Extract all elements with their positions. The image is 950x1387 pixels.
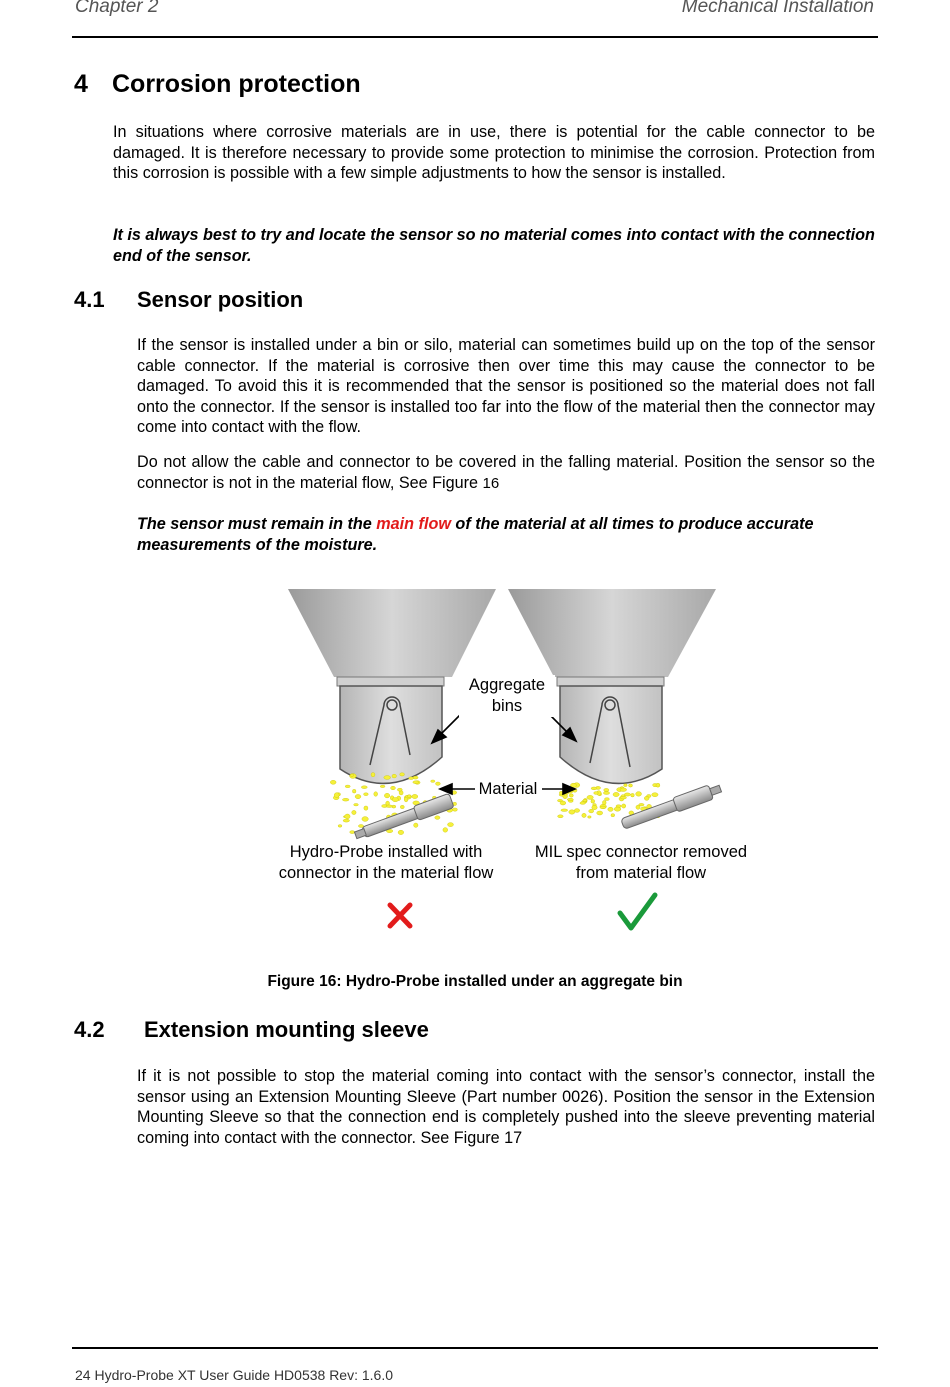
bin-illustration <box>260 585 760 940</box>
section-4-paragraph: In situations where corrosive materials are in use, there is potential for the cable connector to be damaged. It is therefore necessary to provide some protection to minimise the corrosion. Protection from this corrosion is possible with a few simple adjustments to how the sensor is installed. <box>113 123 875 182</box>
material-particle <box>591 799 595 803</box>
material-particle <box>624 784 628 787</box>
material-particle <box>605 798 610 801</box>
material-particle <box>392 774 396 778</box>
material-particle <box>345 814 350 819</box>
material-particle <box>374 792 378 797</box>
note-highlight: main flow <box>376 515 451 533</box>
material-particle <box>582 813 586 817</box>
material-particle <box>352 810 356 814</box>
material-particle <box>358 825 363 828</box>
section-4-1-note <box>137 514 875 555</box>
material-particle <box>350 774 354 776</box>
material-particle <box>352 789 356 793</box>
material-particle <box>355 795 361 799</box>
material-particle <box>392 798 398 802</box>
section-4-note: It is always best to try and locate the sensor so no material comes into contact with the connection end of the sensor. <box>113 226 875 265</box>
material-particle <box>407 795 411 798</box>
material-particle <box>404 797 408 802</box>
material-particle <box>330 780 336 784</box>
section-4-2-number: 4.2 <box>74 1017 105 1042</box>
material-particle <box>603 792 609 795</box>
figure-reference[interactable]: 16 <box>482 474 500 492</box>
material-particle <box>604 788 609 791</box>
material-label: Material <box>478 780 538 798</box>
material-particle <box>391 786 396 790</box>
material-particle <box>644 796 649 800</box>
material-particle <box>631 793 635 797</box>
cross-icon <box>390 905 410 926</box>
material-particle <box>580 802 586 805</box>
material-particle <box>397 788 402 791</box>
material-particle <box>448 823 454 827</box>
material-particle <box>583 799 587 802</box>
section-4-2-title: Extension mounting sleeve <box>144 1017 429 1042</box>
material-particle <box>384 793 389 798</box>
material-particle <box>588 816 592 818</box>
left-probe-label: Hydro-Probe installed with connector in the material flow <box>278 843 494 882</box>
header-divider <box>72 36 878 38</box>
material-particle <box>608 807 613 811</box>
material-particle <box>597 811 603 815</box>
material-particle <box>622 804 626 808</box>
material-particle <box>624 793 630 796</box>
section-4-heading <box>74 70 361 99</box>
material-particle <box>361 786 367 789</box>
material-particle <box>603 801 607 805</box>
material-particle <box>414 823 418 827</box>
material-particle <box>600 806 606 809</box>
material-particle <box>567 798 573 801</box>
material-particle <box>614 807 621 811</box>
material-particle <box>636 805 640 809</box>
figure-caption: Figure 16: Hydro-Probe installed under an aggregate bin <box>267 973 683 990</box>
material-particle <box>561 809 568 812</box>
note-before: The sensor must remain in the <box>137 515 377 533</box>
figure-16 <box>260 585 760 940</box>
material-particle <box>587 795 593 799</box>
material-particle <box>362 817 368 822</box>
material-particle <box>409 777 414 780</box>
material-particle <box>620 796 626 799</box>
material-particle <box>611 814 615 817</box>
material-particle <box>413 781 419 784</box>
material-particle <box>342 798 349 801</box>
material-particle <box>594 792 598 795</box>
paragraph-2-text: Do not allow the cable and connector to be covered in the falling material. Position the sensor so the connector is not in the material flow, See Figure <box>137 453 875 492</box>
section-4-2-heading <box>74 1017 429 1043</box>
material-particle <box>592 805 597 809</box>
right-probe-label: MIL spec connector removed from material flow <box>534 843 748 882</box>
material-particle <box>400 805 404 808</box>
material-particle <box>591 787 597 790</box>
material-particle <box>343 819 349 822</box>
material-particle <box>364 793 369 796</box>
note-after: of the material at all times to produce accurate measurements of the moisture. <box>137 515 814 554</box>
material-particle <box>620 788 627 792</box>
material-particle <box>412 794 418 798</box>
footer-divider <box>72 1347 878 1349</box>
material-particle <box>558 815 564 818</box>
material-particle <box>380 785 385 787</box>
material-particle <box>386 805 392 808</box>
material-particle <box>350 831 355 834</box>
aggregate-bins-label: Aggregate bins <box>459 675 555 717</box>
material-particle <box>400 773 405 776</box>
material-particle <box>398 830 404 834</box>
material-particle <box>569 794 573 797</box>
material-particle <box>436 782 441 785</box>
section-4-1-heading <box>74 287 303 313</box>
material-particle <box>569 810 575 814</box>
material-particle <box>338 825 342 828</box>
material-particle <box>443 828 448 833</box>
material-particle <box>589 809 594 813</box>
material-particle <box>629 784 633 787</box>
material-particle <box>652 793 658 797</box>
material-particle <box>453 808 458 811</box>
section-label: Mechanical Installation <box>681 0 874 17</box>
material-particle <box>384 776 391 780</box>
material-particle <box>613 792 619 796</box>
page-footer: 24 Hydro-Probe XT User Guide HD0538 Rev: 1.6.0 <box>75 1367 394 1383</box>
material-particle <box>656 783 660 787</box>
right-probe <box>620 782 723 832</box>
chapter-label: Chapter 2 <box>75 0 159 17</box>
material-particle <box>364 806 368 810</box>
material-particle <box>413 776 418 779</box>
material-particle <box>431 780 435 782</box>
material-particle <box>334 793 339 798</box>
material-particle <box>345 785 350 788</box>
section-4-number: 4 <box>74 70 88 98</box>
material-particle <box>636 792 642 797</box>
check-icon <box>620 895 655 928</box>
material-particle <box>560 801 566 805</box>
section-4-1-paragraph-1: If the sensor is installed under a bin or silo, material can sometimes build up on the top of the sensor cable connector. If the material is corrosive then over time this may cause the connector to be damaged. To avoid this it is recommended that the sensor is positioned so the material does not fall onto the connector. If the sensor is installed too far into the flow of the material then the connector may come into contact with the flow. <box>137 336 875 436</box>
material-particle <box>354 804 359 806</box>
material-particle <box>435 816 440 820</box>
section-4-1-paragraph-2 <box>137 452 875 494</box>
section-4-1-title: Sensor position <box>137 287 304 312</box>
section-4-1-number: 4.1 <box>74 287 105 312</box>
section-4-2-paragraph: If it is not possible to stop the material coming into contact with the sensor’s connector, install the sensor using an Extension Mounting Sleeve (Part number 0026). Position the sensor in the Extension Mounting Sleeve so that the connection end is completely pushed into the sleeve preventing material coming into contact with the connector. See Figure 17 <box>137 1067 875 1147</box>
material-particle <box>371 773 375 777</box>
section-4-title: Corrosion protection <box>112 70 361 98</box>
